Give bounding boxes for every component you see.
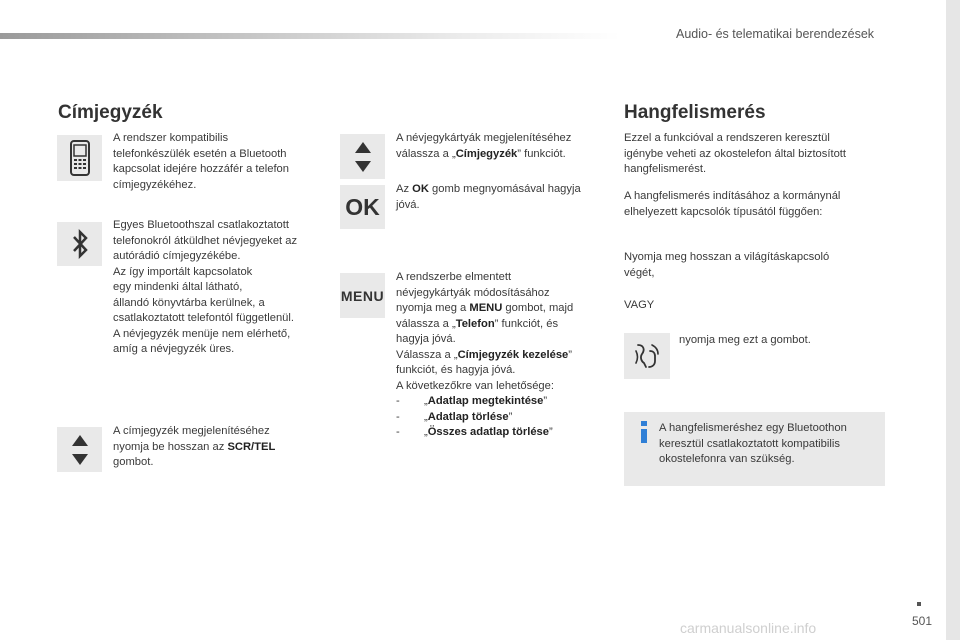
text-span: nyomja be hosszan az — [113, 440, 228, 453]
left-paragraph-2 — [113, 218, 297, 358]
text-line: Az így importált kapcsolatok — [113, 265, 253, 278]
quote: ” — [543, 395, 548, 407]
text-span: nyomja meg a — [396, 302, 470, 314]
text-span: ” — [568, 348, 572, 361]
dash: - — [396, 410, 400, 423]
text-span: Válassza a „ — [396, 348, 458, 361]
text-line — [396, 182, 581, 198]
header-gradient-bar — [0, 33, 620, 39]
scr-tel-label: SCR/TEL — [227, 440, 276, 453]
text-line: A hangfelismerés indításához a kormánynál — [624, 190, 841, 202]
text-line: telefonkészülék esetén a Bluetooth — [113, 147, 287, 160]
right-paragraph-1 — [624, 131, 846, 178]
text-line: igénybe veheti az okostelefon által biztosított — [624, 147, 847, 160]
section-title-cimjegyzek: Címjegyzék — [58, 102, 163, 123]
text-line: A névjegykártyák megjelenítéséhez — [396, 132, 572, 144]
info-text — [659, 421, 847, 468]
up-down-arrows-icon — [57, 427, 102, 472]
text-line: végét, — [624, 266, 655, 279]
text-bold: MENU — [469, 302, 503, 314]
middle-paragraph-3 — [396, 270, 573, 441]
text-line — [396, 317, 573, 333]
text-line — [396, 147, 571, 163]
text-line: Egyes Bluetoothszal csatlakoztatott — [113, 219, 289, 231]
watermark: carmanualsonline.info — [680, 620, 817, 636]
text-line: kapcsolat idejére hozzáfér a telefon — [113, 163, 290, 175]
text-line: Nyomja meg hosszan a világításkapcsoló — [624, 251, 830, 263]
bluetooth-icon — [57, 222, 102, 266]
text-bold: Címjegyzék — [455, 147, 518, 160]
right-paragraph-4: nyomja meg ezt a gombot. — [679, 334, 811, 346]
text-line: állandó könyvtárba kerülnek, a — [113, 296, 265, 309]
text-line: telefonokról átküldhet névjegyeket az — [113, 234, 298, 247]
text-line — [113, 440, 275, 456]
text-line: A hangfelismeréshez egy Bluetoothon — [659, 422, 847, 434]
text-line: A címjegyzék megjelenítéséhez — [113, 425, 270, 437]
text-line: A rendszerbe elmentett — [396, 271, 512, 283]
text-line — [396, 348, 573, 364]
text-span: válassza a „ — [396, 317, 456, 330]
text-span: gombot, majd — [502, 302, 574, 314]
text-line: A következőkre van lehetősége: — [396, 379, 554, 392]
up-down-arrows-icon — [340, 134, 385, 179]
text-line: jóvá. — [396, 198, 420, 211]
quote: ” — [549, 426, 553, 438]
option-item — [396, 394, 573, 410]
text-line: gombot. — [113, 456, 154, 468]
text-line: hangfelismerést. — [624, 163, 707, 175]
text-span: ” funkciót. — [517, 147, 566, 160]
info-icon — [636, 420, 654, 444]
left-paragraph-1 — [113, 131, 289, 193]
text-bold: OK — [412, 183, 429, 195]
text-line: keresztül csatlakoztatott kompatibilis — [659, 437, 840, 450]
section-title-hangfelismeres: Hangfelismerés — [624, 102, 766, 123]
page-edge-strip — [946, 0, 960, 640]
right-paragraph-2 — [624, 189, 840, 220]
text-line: hagyja jóvá. — [396, 333, 456, 345]
page-marker — [917, 602, 921, 606]
chapter-title: Audio- és telematikai berendezések — [676, 27, 875, 41]
text-line: Ezzel a funkcióval a rendszeren keresztül — [624, 132, 830, 144]
middle-paragraph-1 — [396, 131, 571, 162]
option-item — [396, 425, 573, 441]
text-line: elhelyezett kapcsolók típusától függően: — [624, 205, 823, 218]
text-span: gomb megnyomásával hagyja — [428, 183, 581, 195]
text-line: autórádió címjegyzékébe. — [113, 250, 241, 262]
quote: „ — [424, 426, 428, 438]
option-label: Adatlap megtekintése — [427, 395, 544, 407]
text-span: válassza a „ — [396, 147, 456, 160]
middle-paragraph-2 — [396, 182, 581, 213]
text-line: amíg a névjegyzék üres. — [113, 343, 235, 355]
ok-button-icon: OK — [340, 185, 385, 229]
quote: „ — [424, 410, 428, 423]
text-bold: Címjegyzék kezelése — [457, 348, 569, 361]
text-line: csatlakoztatott telefontól függetlenül. — [113, 312, 294, 324]
text-line: egy mindenki által látható, — [113, 281, 243, 293]
dash: - — [396, 395, 400, 407]
text-line: névjegykártyák módosításához — [396, 286, 550, 299]
text-line — [396, 301, 573, 317]
option-label: Összes adatlap törlése — [427, 426, 549, 438]
or-label: VAGY — [624, 299, 655, 311]
voice-command-icon — [624, 333, 670, 379]
option-label: Adatlap törlése — [427, 410, 509, 423]
text-line: A rendszer kompatibilis — [113, 132, 229, 144]
right-paragraph-3 — [624, 250, 829, 281]
text-bold: Telefon — [455, 317, 495, 330]
dash: - — [396, 426, 400, 438]
page-number: 501 — [912, 614, 933, 628]
left-paragraph-3 — [113, 424, 275, 471]
phone-icon — [57, 135, 102, 181]
text-span: Az — [396, 183, 413, 195]
text-line: okostelefonra van szükség. — [659, 453, 795, 465]
option-item — [396, 410, 573, 426]
quote: „ — [424, 395, 428, 407]
text-line: címjegyzékéhez. — [113, 178, 197, 191]
menu-button-icon: MENU — [340, 273, 385, 318]
text-span: ” funkciót, és — [494, 317, 559, 330]
quote: ” — [508, 410, 513, 423]
text-line: A névjegyzék menüje nem elérhető, — [113, 327, 291, 340]
text-line: funkciót, és hagyja jóvá. — [396, 364, 516, 376]
